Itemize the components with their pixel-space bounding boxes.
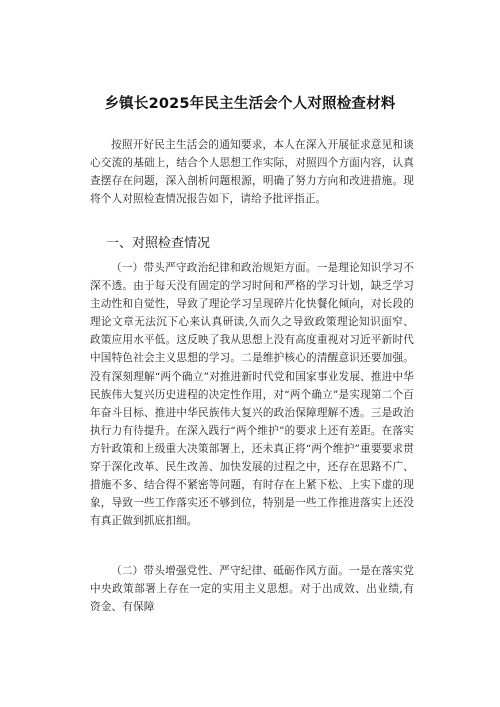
- section1-paragraph-1: （一）带头严守政治纪律和政治规矩方面。一是理论知识学习不深不透。由于每天没有固定的学习时间和严格的学习计划，缺乏学习主动性和自觉性，导致了理论学习呈现碎片化快餐化倾向，对长段的理论文章无法沉下心来认真研读,久而久之导致政策理论知识面窄、政策应用水平低。这反映了我从思想上没有高度重视对习近平新时代中国特色社会主义思想的学习。二是维护核心的清醒意识还要加强。没有深刻理解“两个确立”对推进新时代党和国家事业发展、推进中华民族伟大复兴历史进程的决定性作用，对“两个确立”是实现第二个百年奋斗目标、推进中华民族伟大复兴的政治保障理解不透。三是政治执行力有待提升。在深入践行“两个维护”的要求上还有差距。在落实方针政策和上级重大决策部署上，还未真正将“两个维护”重要要求贯穿于深化改革、民生改善、加快发展的过程之中，还存在思路不广、措施不多、结合得不紧密等问题，有时存在上紧下松、上实下虚的现象，导致一些工作落实还不够到位，特别是一些工作推进落实上还没有真正做到抓底扣细。: [90, 262, 414, 528]
- section1-paragraph-2: （二）带头增强党性、严守纪律、砥砺作风方面。一是在落实党中央政策部署上存在一定的实用主义思想。对于出成效、出业绩,有资金、有保障: [90, 565, 414, 614]
- intro-paragraph: 按照开好民主生活会的通知要求，本人在深入开展征求意见和谈心交流的基础上，结合个人思想工作实际，对照四个方面内容，认真查摆存在问题，深入剖析问题根源，明确了努力方向和改进措施。现将个人对照检查情况报告如下，请给予批评指正。: [90, 139, 414, 206]
- document-title: 乡镇长2025年民主生活会个人对照检查材料: [104, 96, 396, 112]
- section-heading: 一、对照检查情况: [106, 236, 211, 251]
